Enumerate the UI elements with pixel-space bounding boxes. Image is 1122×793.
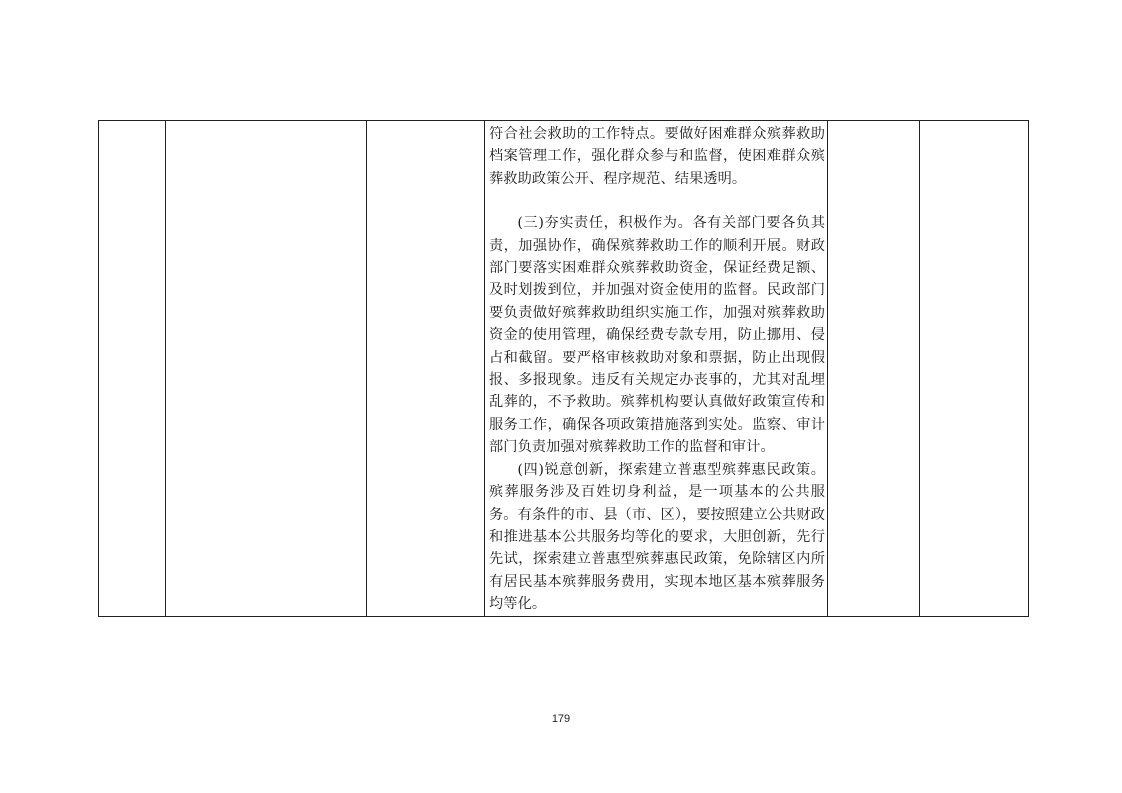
paragraph-4: (四)锐意创新，探索建立普惠型殡葬惠民政策。殡葬服务涉及百姓切身利益，是一项基本的公共服务。有条件的市、县（市、区），要按照建立公共财政和推进基本公共服务均等化的要求，大胆创新，先行先试，探索建立普惠型殡葬惠民政策，免除辖区内所有居民基本殡葬服务费用，实现本地区基本殡葬服务均等化。 <box>489 461 825 613</box>
policy-table <box>98 120 1029 617</box>
table-cell-col-6 <box>920 121 1029 617</box>
table-cell-content <box>485 121 828 617</box>
table-cell-col-1 <box>99 121 166 617</box>
continuation-paragraph: 符合社会救助的工作特点。要做好困难群众殡葬救助档案管理工作，强化群众参与和监督，使困难群众殡葬救助政策公开、程序规范、结果透明。 <box>489 126 825 187</box>
table-cell-col-2 <box>166 121 367 617</box>
paragraph-spacer <box>489 190 825 212</box>
table-cell-col-5 <box>828 121 920 617</box>
table-cell-col-3 <box>367 121 485 617</box>
page-number: 179 <box>551 713 571 725</box>
table-row <box>99 121 1029 617</box>
paragraph-3: (三)夯实责任，积极作为。各有关部门要各负其责，加强协作，确保殡葬救助工作的顺利开展。财政部门要落实困难群众殡葬救助资金，保证经费足额、及时划拨到位，并加强对资金使用的监督。民政部门要负责做好殡葬救助组织实施工作，加强对殡葬救助资金的使用管理，确保经费专款专用，防止挪用、侵占和截留。要严格审核救助对象和票据，防止出现假报、多报现象。违反有关规定办丧事的，尤其对乱埋乱葬的，不予救助。殡葬机构要认真做好政策宣传和服务工作，确保各项政策措施落到实处。监察、审计部门负责加强对殡葬救助工作的监督和审计。 <box>489 215 825 456</box>
